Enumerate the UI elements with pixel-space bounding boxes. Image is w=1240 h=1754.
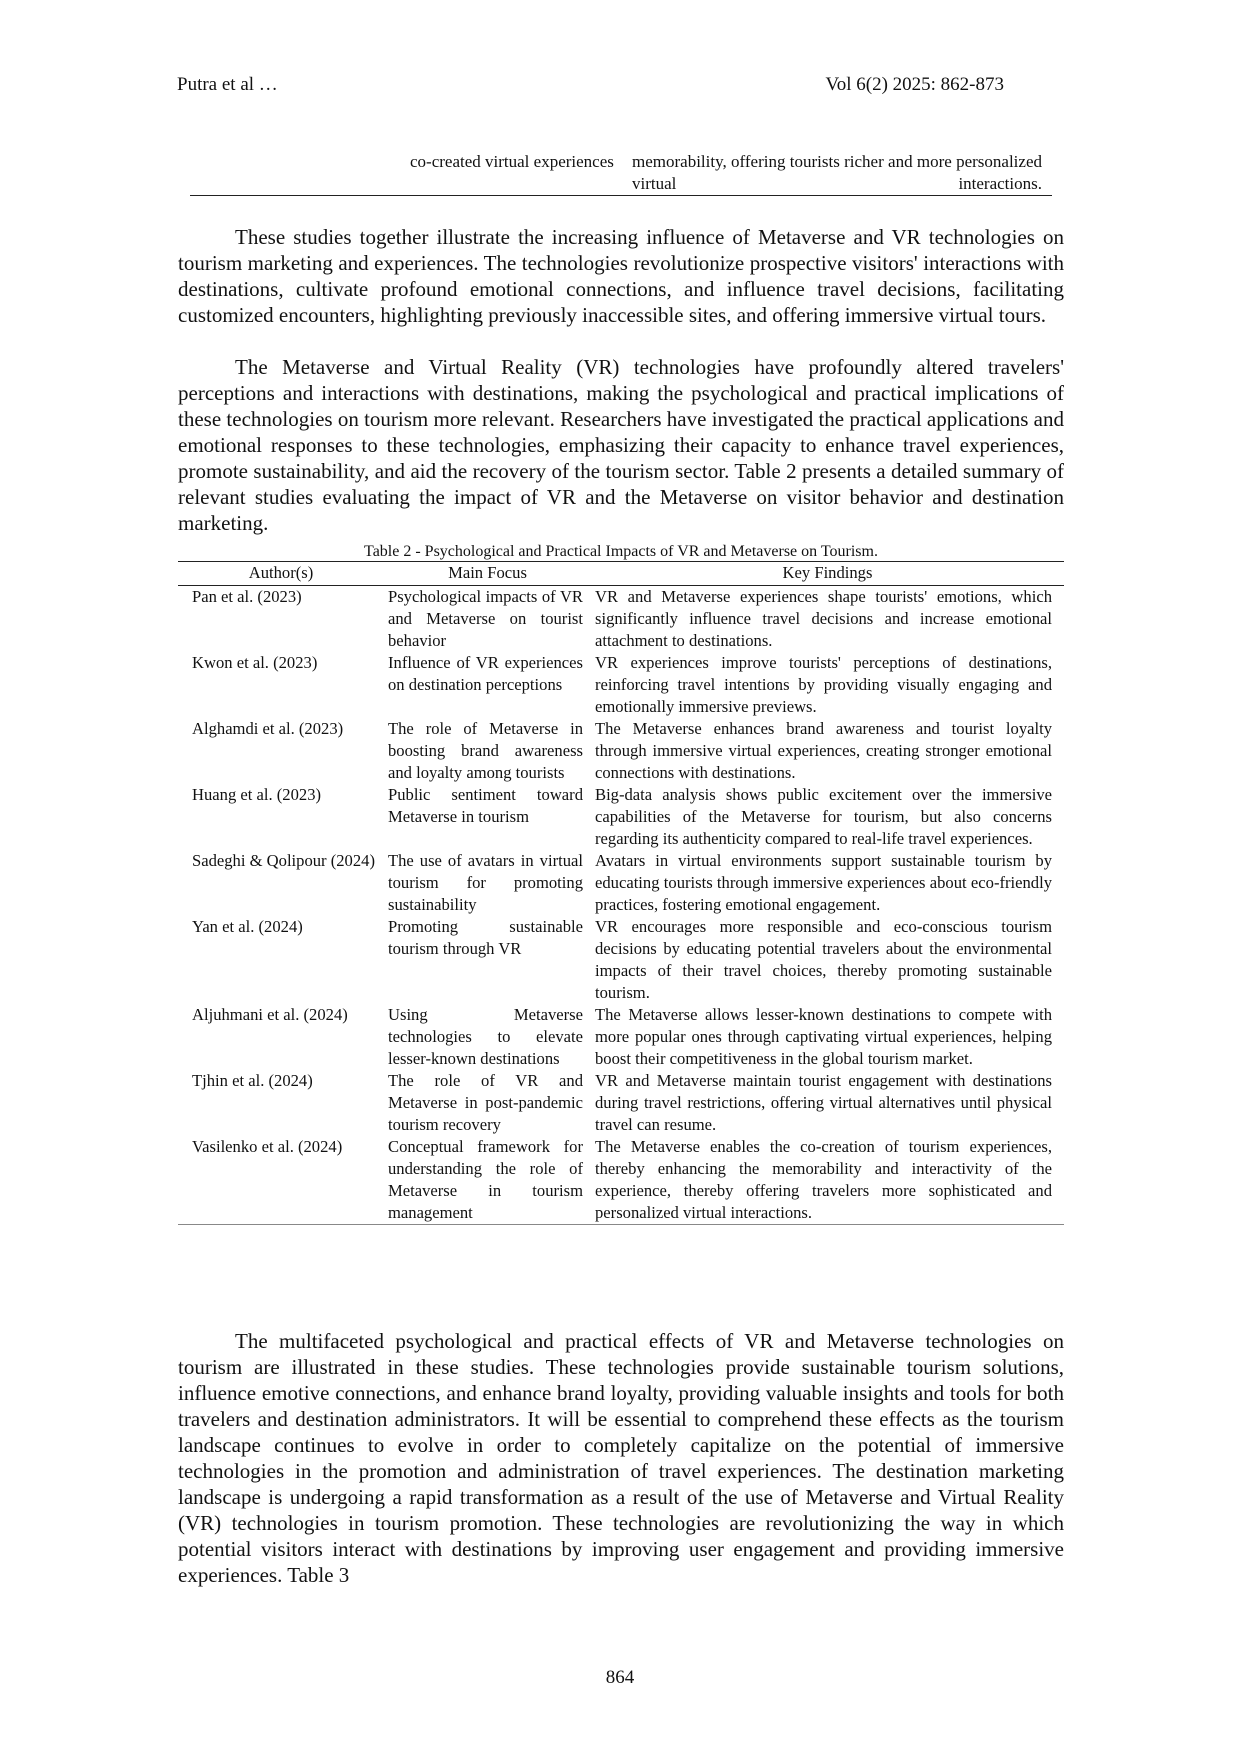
page-number: 864 [605, 1667, 635, 1688]
row-focus: Psychological impacts of VR and Metaverse on tourist behavior [388, 587, 583, 650]
row-focus: Public sentiment toward Metaverse in tourism [388, 785, 583, 826]
row-finding: VR and Metaverse experiences shape tourists' emotions, which significantly influence travel decisions and increase emotional attachment to destinations. [595, 587, 1052, 650]
table-row [178, 850, 1064, 916]
paragraph-2: The Metaverse and Virtual Reality (VR) technologies have profoundly altered travelers' perceptions and interactions with destinations, making the psychological and practical implications of these technologies on tourism more relevant. Researchers have investigated the practical applications and emotional responses to these technologies, emphasizing their capacity to enhance travel experiences, promote sustainability, and aid the recovery of the tourism sector. Table 2 presents a detailed summary of relevant studies evaluating the impact of VR and the Metaverse on visitor behavior and destination marketing. [178, 355, 1064, 535]
row-focus: Conceptual framework for understanding the role of Metaverse in tourism management [384, 1136, 591, 1225]
row-focus: The use of avatars in virtual tourism for promoting sustainability [388, 851, 583, 914]
table-row [178, 586, 1064, 653]
table-row [178, 1004, 1064, 1070]
row-author: Pan et al. (2023) [192, 587, 302, 606]
row-author: Tjhin et al. (2024) [192, 1071, 313, 1090]
paragraph-1: These studies together illustrate the increasing influence of Metaverse and VR technologies on tourism marketing and experiences. The technologies revolutionize prospective visitors' interactions with destinations, cultivate profound emotional connections, and influence travel decisions, facilitating customized encounters, highlighting previously inaccessible sites, and offering immersive virtual tours. [178, 225, 1064, 327]
row-focus: The role of Metaverse in boosting brand awareness and loyalty among tourists [388, 719, 583, 782]
prev-table-focus-text: co-created virtual experiences [410, 152, 614, 171]
prev-table-finding-text: memorability, offering tourists richer and more personalized virtual interactions. [632, 152, 1042, 193]
row-focus: Influence of VR experiences on destination perceptions [388, 653, 583, 694]
running-header-volume: Vol 6(2) 2025: 862-873 [825, 74, 1004, 95]
paragraph-3: The multifaceted psychological and practical effects of VR and Metaverse technologies on tourism are illustrated in these studies. These technologies provide sustainable tourism solutions, influence emotive connections, and enhance brand loyalty, providing valuable insights and tools for both travelers and destination administrators. It will be essential to comprehend these effects as the tourism landscape continues to evolve in order to completely capitalize on the potential of immersive technologies in the promotion and administration of travel experiences. The destination marketing landscape is undergoing a rapid transformation as a result of the use of Metaverse and Virtual Reality (VR) technologies in tourism promotion. These technologies are revolutionizing the way in which potential visitors interact with destinations by improving user engagement and providing immersive experiences. Table 3 [178, 1329, 1064, 1587]
table-2-header-row [178, 561, 1064, 586]
row-finding: Avatars in virtual environments support sustainable tourism by educating tourists through immersive experiences about eco-friendly practices, fostering emotional engagement. [595, 851, 1052, 914]
table-2-header-author: Author(s) [178, 561, 384, 586]
row-author: Sadeghi & Qolipour (2024) [192, 851, 375, 870]
row-focus: Using Metaverse technologies to elevate lesser-known destinations [388, 1005, 583, 1068]
row-finding: VR and Metaverse maintain tourist engagement with destinations during travel restrictions, offering virtual alternatives until physical travel can resume. [595, 1071, 1052, 1134]
row-finding: Big-data analysis shows public excitement over the immersive capabilities of the Metaverse for tourism, but also concerns regarding its authenticity compared to real-life travel experiences. [595, 785, 1052, 848]
prev-table-bottom-rule [190, 195, 1052, 196]
row-author: Alghamdi et al. (2023) [192, 719, 344, 738]
table-row [178, 718, 1064, 784]
row-finding: The Metaverse enables the co-creation of tourism experiences, thereby enhancing the memorability and interactivity of the experience, thereby offering travelers more sophisticated and personalized virtual interactions. [591, 1136, 1064, 1225]
row-finding: The Metaverse allows lesser-known destinations to compete with more popular ones through captivating virtual experiences, helping boost their competitiveness in the global tourism market. [595, 1005, 1052, 1068]
row-finding: The Metaverse enhances brand awareness and tourist loyalty through immersive virtual experiences, creating stronger emotional connections with destinations. [595, 719, 1052, 782]
table-2-header-focus: Main Focus [384, 561, 591, 586]
row-author: Huang et al. (2023) [192, 785, 322, 804]
table-2-caption: Table 2 - Psychological and Practical Impacts of VR and Metaverse on Tourism. [364, 543, 878, 560]
table-row [178, 652, 1064, 718]
row-author: Aljuhmani et al. (2024) [192, 1005, 348, 1024]
table-row [178, 784, 1064, 850]
table-row [178, 916, 1064, 1004]
row-focus: Promoting sustainable tourism through VR [388, 917, 583, 958]
row-author: Kwon et al. (2023) [192, 653, 318, 672]
table-row [178, 1070, 1064, 1136]
row-finding: VR encourages more responsible and eco-conscious tourism decisions by educating potential travelers about the environmental impacts of their travel choices, thereby promoting sustainable tourism. [595, 917, 1052, 1002]
table-2-header-findings: Key Findings [591, 561, 1064, 586]
row-focus: The role of VR and Metaverse in post-pandemic tourism recovery [388, 1071, 583, 1134]
table-row [178, 1136, 1064, 1225]
row-author: Yan et al. (2024) [192, 917, 303, 936]
row-author: Vasilenko et al. (2024) [178, 1136, 384, 1225]
running-header-authors: Putra et al … [177, 74, 278, 95]
table-2 [178, 561, 1064, 1225]
row-finding: VR experiences improve tourists' perceptions of destinations, reinforcing travel intentions by providing visually engaging and emotionally immersive previews. [595, 653, 1052, 716]
